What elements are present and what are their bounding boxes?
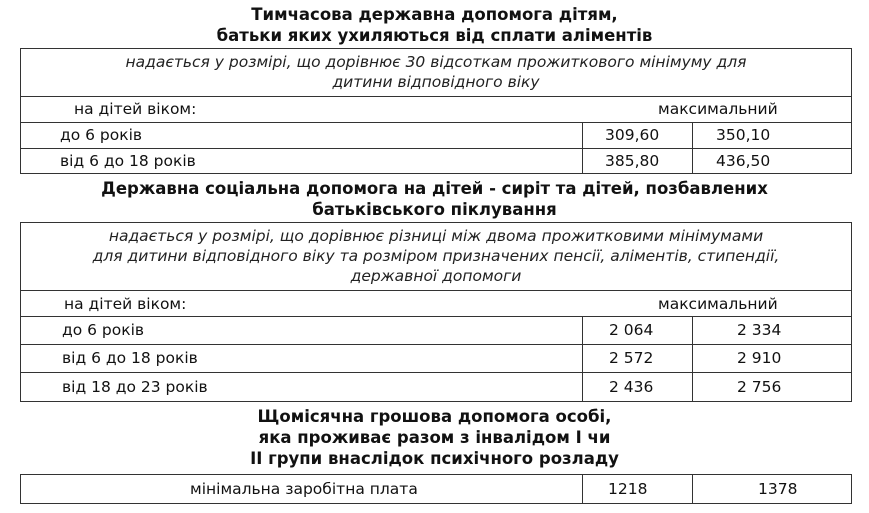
section2-col-divider: [582, 316, 583, 402]
section1-row-v1: 309,60: [605, 126, 660, 144]
section2-note-line: державної допомоги: [350, 267, 522, 285]
section1-row-v2: 436,50: [716, 152, 771, 170]
section2-row-age: від 6 до 18 років: [62, 349, 198, 367]
section3-row-v1: 1218: [608, 480, 648, 498]
section1-title-line: батьки яких ухиляються від сплати аліментів: [216, 26, 653, 45]
section1-note: [20, 52, 852, 92]
section3-title-line: II групи внаслідок психічного розладу: [250, 449, 619, 468]
section2-note-line: надається у розмірі, що дорівнює різниці між двома прожитковими мінімумами: [108, 227, 764, 245]
section1-divider: [20, 96, 852, 97]
section2-title-line: Державна соціальна допомога на дітей - сиріт та дітей, позбавлених: [101, 179, 768, 198]
section1-title-line: Тимчасова державна допомога дітям,: [251, 5, 618, 24]
section3-row-label: мінімальна заробітна плата: [190, 480, 418, 498]
section3-title: [0, 406, 869, 469]
section1-note-line: надається у розмірі, що дорівнює 30 відсоткам прожиткового мінімуму для: [125, 53, 747, 71]
section2-col-divider: [692, 316, 693, 402]
section1-row-age: від 6 до 18 років: [60, 152, 196, 170]
section3-table: [20, 474, 852, 504]
section3-title-line: яка проживає разом з інвалідом I чи: [258, 428, 611, 447]
section2-title-line: батьківського піклування: [312, 200, 557, 219]
section2-row-v2: 2 910: [737, 349, 782, 367]
section2-row-v1: 2 064: [609, 321, 654, 339]
section1-row-age: до 6 років: [60, 126, 143, 144]
section2-divider: [20, 290, 852, 291]
section2-title: [0, 178, 869, 220]
section2-row-v1: 2 572: [609, 349, 654, 367]
section3-row-v2: 1378: [758, 480, 798, 498]
section2-row-v1: 2 436: [609, 378, 654, 396]
section2-note-line: для дитини відповідного віку та розміром призначених пенсії, аліментів, стипендії,: [92, 247, 780, 265]
section1-title: [0, 4, 869, 46]
section2-row-age: від 18 до 23 років: [62, 378, 208, 396]
section1-header-max: максимальний: [658, 100, 778, 118]
section3-col-divider: [692, 474, 693, 504]
section2-header-age: на дітей віком:: [64, 295, 187, 313]
section2-row-v2: 2 756: [737, 378, 782, 396]
section2-divider: [20, 344, 852, 345]
section1-header-age: на дітей віком:: [74, 100, 197, 118]
section3-col-divider: [582, 474, 583, 504]
section2-divider: [20, 316, 852, 317]
section1-col-divider: [582, 122, 583, 174]
section1-col-divider: [692, 122, 693, 174]
section1-note-line: дитини відповідного віку: [332, 73, 540, 91]
section1-row-v2: 350,10: [716, 126, 771, 144]
section2-header-max: максимальний: [658, 295, 778, 313]
section1-row-v1: 385,80: [605, 152, 660, 170]
section2-row-v2: 2 334: [737, 321, 782, 339]
section2-divider: [20, 372, 852, 373]
section2-row-age: до 6 років: [62, 321, 145, 339]
section2-note: [20, 226, 852, 286]
section1-divider: [20, 148, 852, 149]
section1-divider: [20, 122, 852, 123]
section3-title-line: Щомісячна грошова допомога особі,: [257, 407, 612, 426]
